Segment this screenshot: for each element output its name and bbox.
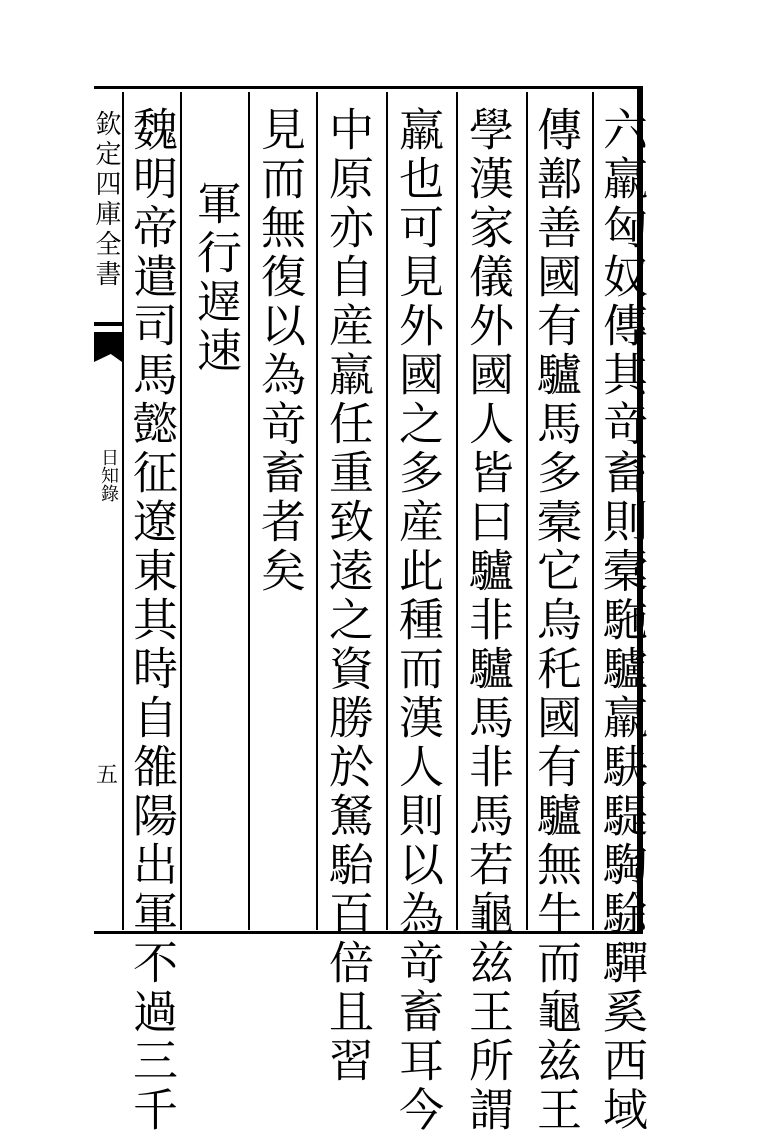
column-rule <box>316 92 318 930</box>
text-column-1: 六羸匈奴傳其竒畜則槖駞驢羸駃騠騊駼驒奚西域 <box>595 106 648 1135</box>
text-column-3: 學漢家儀外國人皆曰驢非驢馬非馬若龜兹王所謂 <box>461 106 514 1135</box>
column-rule <box>456 92 458 930</box>
text-column-4: 羸也可見外國之多産此種而漢人則以為竒畜耳今 <box>391 106 444 1135</box>
text-column-7: 魏明帝遣司馬懿征遼東其時自雒陽出軍不過三千 <box>125 106 178 1135</box>
column-rule <box>248 92 250 930</box>
gutter-page-number: 五 <box>95 763 118 788</box>
section-heading: 軍行遟速 <box>189 180 242 376</box>
text-column-2: 傳鄯善國有驢馬多槖它烏秅國有驢無牛而龜兹王 <box>529 106 582 1135</box>
column-rule <box>386 92 388 930</box>
fishtail-mark-gap <box>94 326 122 332</box>
column-rule <box>180 92 182 930</box>
gutter-title: 欽定四庫全書 <box>91 110 121 290</box>
text-column-5: 中原亦自産羸任重致逺之資勝於駑駘百倍且習 <box>321 106 374 1086</box>
text-column-6: 見而無復以為竒畜者矣 <box>253 106 306 596</box>
gutter-book-title: 日知錄 <box>98 448 119 502</box>
